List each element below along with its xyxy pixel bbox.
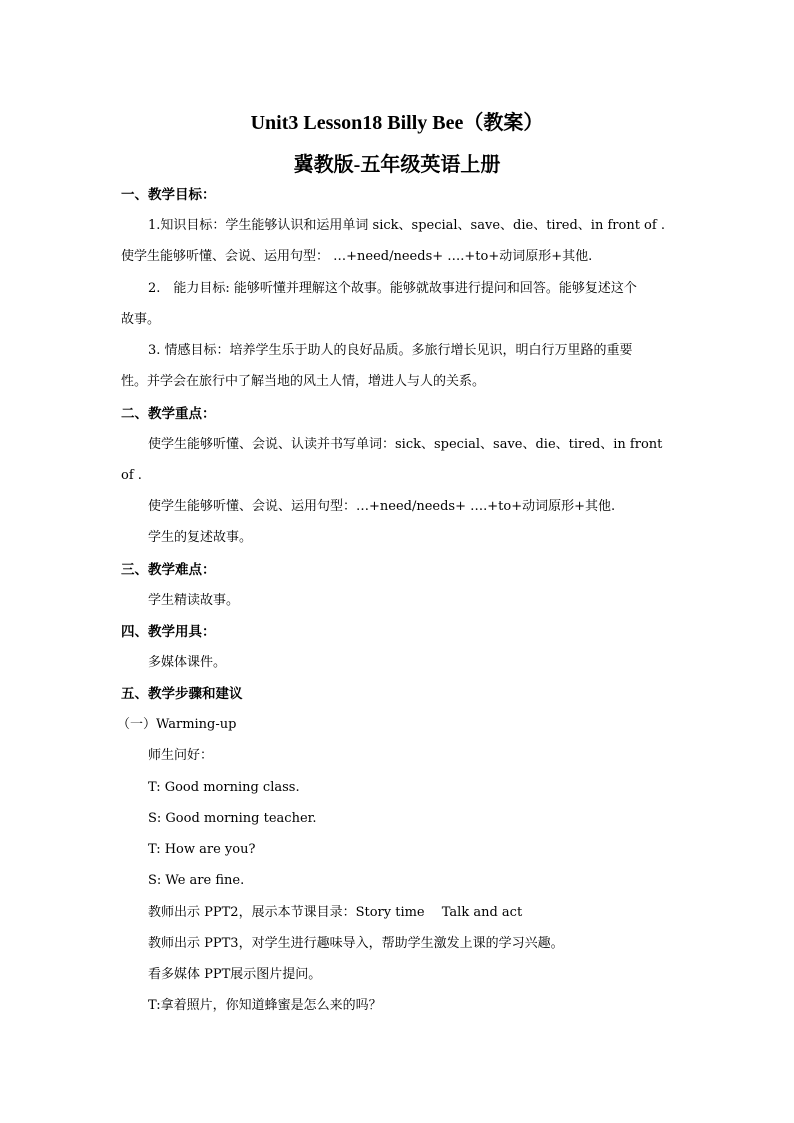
ppt3-instruction: 教师出示 PPT3，对学生进行趣味导入，帮助学生激发上课的学习兴趣。 [148, 936, 564, 951]
teacher-question: T:拿着照片，你知道蜂蜜是怎么来的吗？ [148, 998, 382, 1013]
ability-objective-line1: 2. 能力目标: 能够听懂并理解这个故事。能够就故事进行提问和回答。能够复述这个 [148, 281, 637, 296]
key-point-sentence: 使学生能够听懂、会说、运用句型：…+need/needs+ ….+to+动词原形+其他. [148, 499, 616, 514]
dialogue-line: S: Good morning teacher. [148, 811, 317, 826]
tools-text: 多媒体课件。 [148, 655, 227, 670]
key-point-retell: 学生的复述故事。 [148, 530, 253, 545]
ppt-picture-instruction: 看多媒体 PPT展示图片提问。 [148, 967, 322, 982]
dialogue-line: T: How are you? [148, 842, 256, 857]
section-heading-steps: 五、教学步骤和建议 [121, 686, 243, 702]
subsection-warming-up: （一）Warming-up [117, 717, 237, 732]
section-heading-difficulties: 三、教学难点： [121, 562, 216, 578]
section-heading-objectives: 一、教学目标： [121, 187, 216, 203]
greeting-label: 师生问好： [148, 748, 214, 763]
section-heading-key-points: 二、教学重点： [121, 406, 216, 422]
section-heading-tools: 四、教学用具： [121, 624, 216, 640]
document-title: Unit3 Lesson18 Billy Bee（教案） [250, 112, 544, 134]
ppt2-instruction: 教师出示 PPT2，展示本节课目录：Story time Talk and act [148, 905, 523, 920]
document-subtitle: 冀教版-五年级英语上册 [293, 154, 501, 176]
dialogue-line: S: We are fine. [148, 873, 245, 888]
dialogue-line: T: Good morning class. [148, 780, 300, 795]
key-point-words-line2: of . [121, 468, 142, 483]
emotion-objective-line2: 性。并学会在旅行中了解当地的风土人情，增进人与人的关系。 [121, 374, 486, 389]
difficulty-text: 学生精读故事。 [148, 593, 240, 608]
knowledge-objective-line2: 使学生能够听懂、会说、运用句型： …+need/needs+ ….+to+动词原形+其他. [121, 249, 593, 264]
key-point-words-line1: 使学生能够听懂、会说、认读并书写单词：sick、special、save、die、tired、in front [148, 437, 663, 452]
ability-objective-line2: 故事。 [121, 312, 161, 327]
knowledge-objective-line1: 1.知识目标：学生能够认识和运用单词 sick、special、save、die、tired、in front of . [148, 218, 665, 233]
emotion-objective-line1: 3. 情感目标：培养学生乐于助人的良好品质。多旅行增长见识，明白行万里路的重要 [148, 343, 633, 358]
